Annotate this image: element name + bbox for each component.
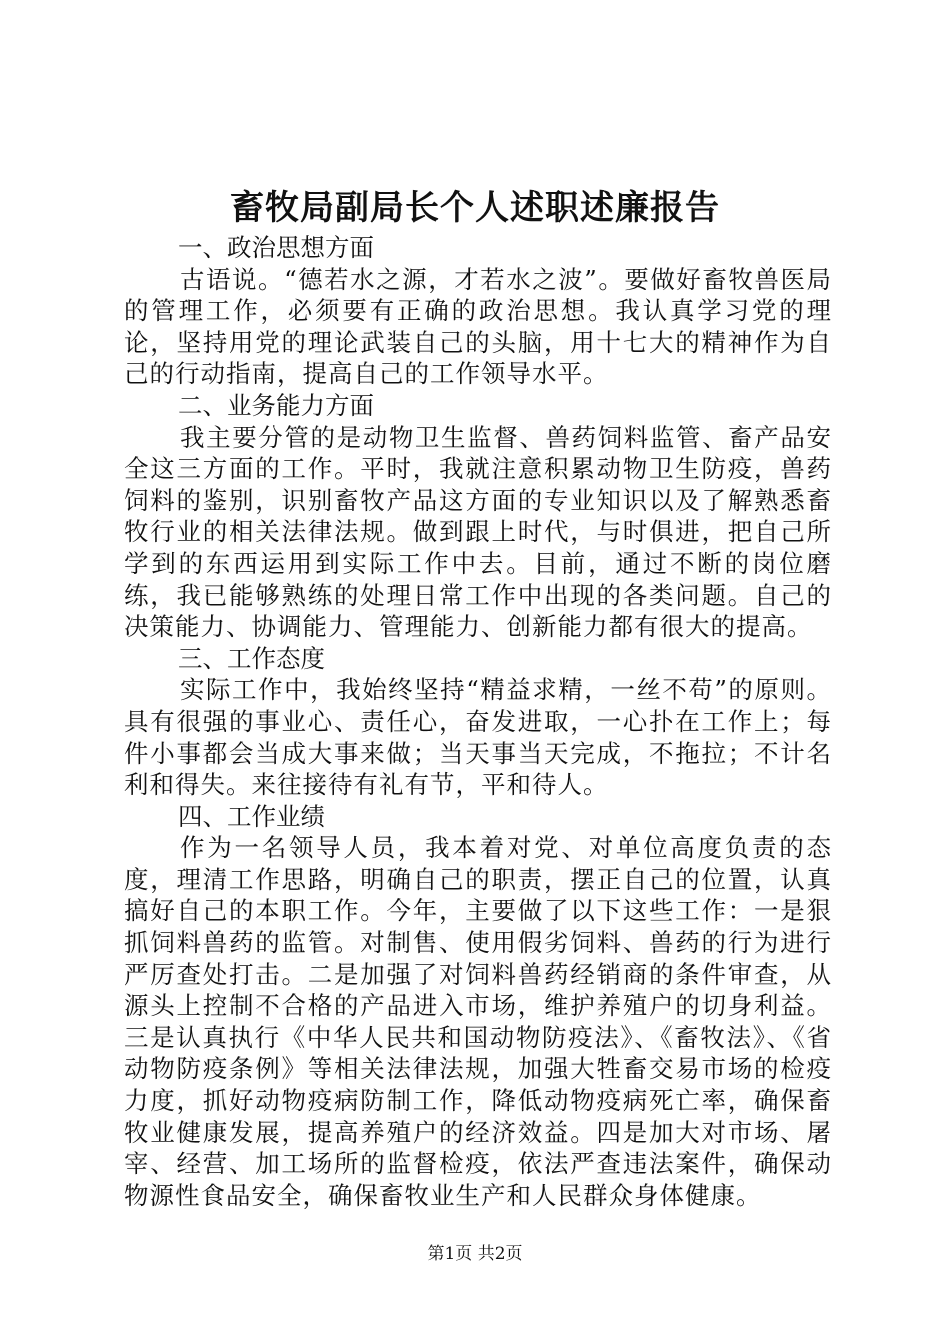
page-number-footer: 第1页 共2页: [427, 1244, 523, 1264]
section-heading-politics: 一、政治思想方面: [178, 233, 374, 262]
section-heading-ability: 二、业务能力方面: [178, 390, 374, 420]
document-title: 畜牧局副局长个人述职述廉报告: [230, 188, 720, 228]
document-body: [124, 232, 832, 1211]
section-heading-attitude: 三、工作态度: [178, 643, 325, 673]
section-paragraph-politics: 古语说。“德若水之源，才若水之波”。要做好畜牧兽医局的管理工作，必须要有正确的政治思想。我认真学习党的理论，坚持用党的理论武装自己的头脑，用十七大的精神作为自己的行动指南，提高自己的工作领导水平。: [124, 264, 832, 389]
section-paragraph-achievements: 作为一名领导人员，我本着对党、对单位高度负责的态度，理清工作思路，明确自己的职责，摆正自己的位置，认真搞好自己的本职工作。今年，主要做了以下这些工作：一是狠抓饲料兽药的监管。对制售、使用假劣饲料、兽药的行为进行严厉查处打击。二是加强了对饲料兽药经销商的条件审查，从源头上控制不合格的产品进入市场，维护养殖户的切身利益。三是认真执行《中华人民共和国动物防疫法》、《畜牧法》、《省动物防疫条例》等相关法律法规，加强大牲畜交易市场的检疫力度，抓好动物疫病防制工作，降低动物疫病死亡率，确保畜牧业健康发展，提高养殖户的经济效益。四是加大对市场、屠宰、经营、加工场所的监督检疫，依法严查违法案件，确保动物源性食品安全，确保畜牧业生产和人民群众身体健康。: [124, 833, 832, 1210]
section-paragraph-attitude: 实际工作中，我始终坚持“精益求精，一丝不苟”的原则。具有很强的事业心、责任心，奋发进取，一心扑在工作上；每件小事都会当成大事来做；当天事当天完成，不拖拉；不计名利和得失。来往接待有礼有节，平和待人。: [124, 675, 832, 800]
section-paragraph-ability: 我主要分管的是动物卫生监督、兽药饲料监管、畜产品安全这三方面的工作。平时，我就注意积累动物卫生防疫，兽药饲料的鉴别，识别畜牧产品这方面的专业知识以及了解熟悉畜牧行业的相关法律法规。做到跟上时代，与时俱进，把自己所学到的东西运用到实际工作中去。目前，通过不断的岗位磨练，我已能够熟练的处理日常工作中出现的各类问题。自己的决策能力、协调能力、管理能力、创新能力都有很大的提高。: [124, 422, 832, 642]
section-heading-achievements: 四、工作业绩: [178, 801, 325, 831]
